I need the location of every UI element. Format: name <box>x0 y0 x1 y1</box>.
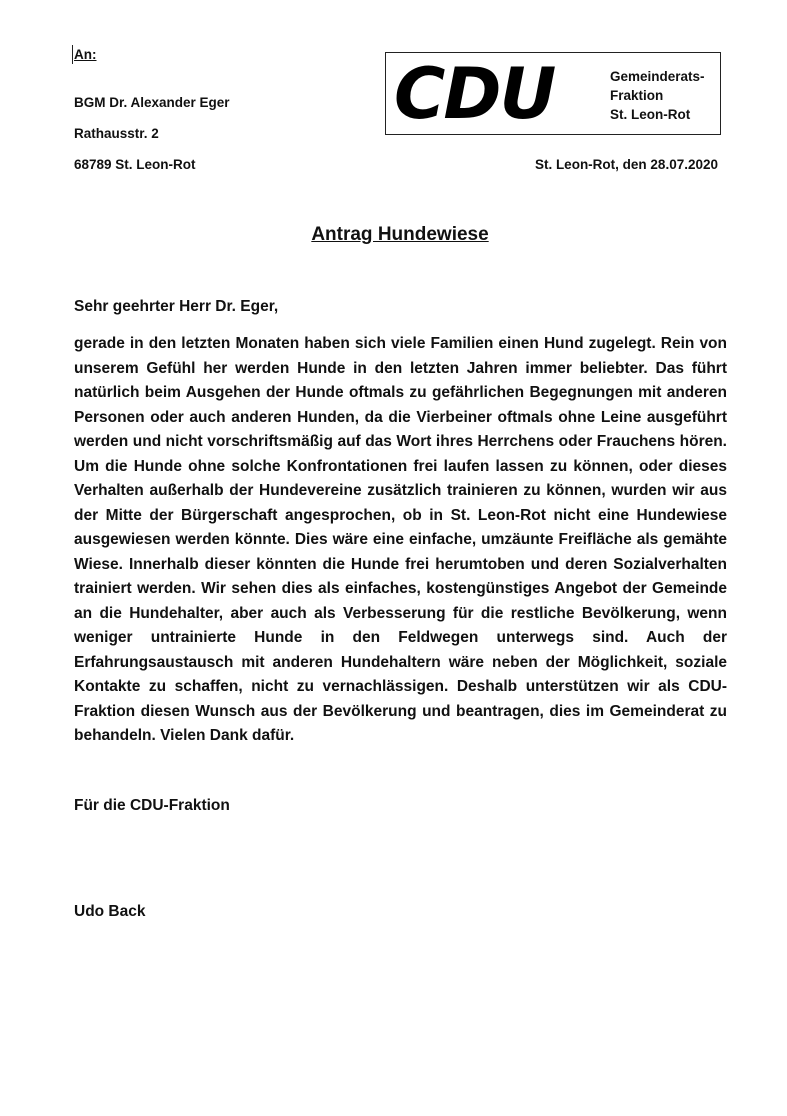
recipient-city: 68789 St. Leon-Rot <box>74 157 196 172</box>
recipient-street: Rathausstr. 2 <box>74 126 159 141</box>
party-logo <box>385 52 721 135</box>
closing: Für die CDU-Fraktion <box>74 797 230 814</box>
logo-caption-line: Gemeinderats- <box>610 69 705 84</box>
recipient-label: An: <box>74 47 97 62</box>
letter-body: gerade in den letzten Monaten haben sich viele Familien einen Hund zugelegt. Rein von unserem Gefühl her werden Hunde in den letzten Jahren immer beliebter. Das führt natürlich beim Ausgehen der Hunde oftmals zu gefährlichen Begegnungen mit anderen Personen oder auch anderen Hunden, da die Vierbeiner oftmals ohne Leine ausgeführt werden und nicht vorschriftsmäßig auf das Wort ihres Herrchens oder Frauchens hören. Um die Hunde ohne solche Konfrontationen frei laufen lassen zu können, oder dieses Verhalten außerhalb der Hundevereine zusätzlich trainieren zu können, wurden wir aus der Mitte der Bürgerschaft angesprochen, ob in St. Leon-Rot nicht eine Hundewiese ausgewiesen werden könnte. Dies wäre eine einfache, umzäunte Freifläche als gemähte Wiese. Innerhalb dieser könnten die Hunde frei herumtoben und deren Sozialverhalten trainiert werden. Wir sehen dies als einfaches, kostengünstiges Angebot der Gemeinde an die Hundehalter, aber auch als Verbesserung für die restliche Bevölkerung, wenn weniger untrainierte Hunde in den Feldwegen unterwegs sind. Auch der Erfahrungsaustausch mit anderen Hundehaltern wäre neben der Möglichkeit, soziale Kontakte zu schaffen, nicht zu vernachlässigen. Deshalb unterstützen wir als CDU-Fraktion diesen Wunsch aus der Bevölkerung und beantragen, dies im Gemeinderat zu behandeln. Vielen Dank dafür. <box>74 335 727 744</box>
salutation: Sehr geehrter Herr Dr. Eger, <box>74 298 279 315</box>
logo-caption-line: Fraktion <box>610 88 664 103</box>
logo-caption <box>610 67 705 124</box>
place-date: St. Leon-Rot, den 28.07.2020 <box>534 157 718 172</box>
cdu-wordmark: CDU <box>394 53 555 135</box>
recipient-name: BGM Dr. Alexander Eger <box>74 95 230 110</box>
text-cursor <box>72 45 73 64</box>
logo-caption-line: St. Leon-Rot <box>610 107 691 122</box>
signature-name: Udo Back <box>74 903 146 920</box>
document-subject: Antrag Hundewiese <box>311 224 489 245</box>
